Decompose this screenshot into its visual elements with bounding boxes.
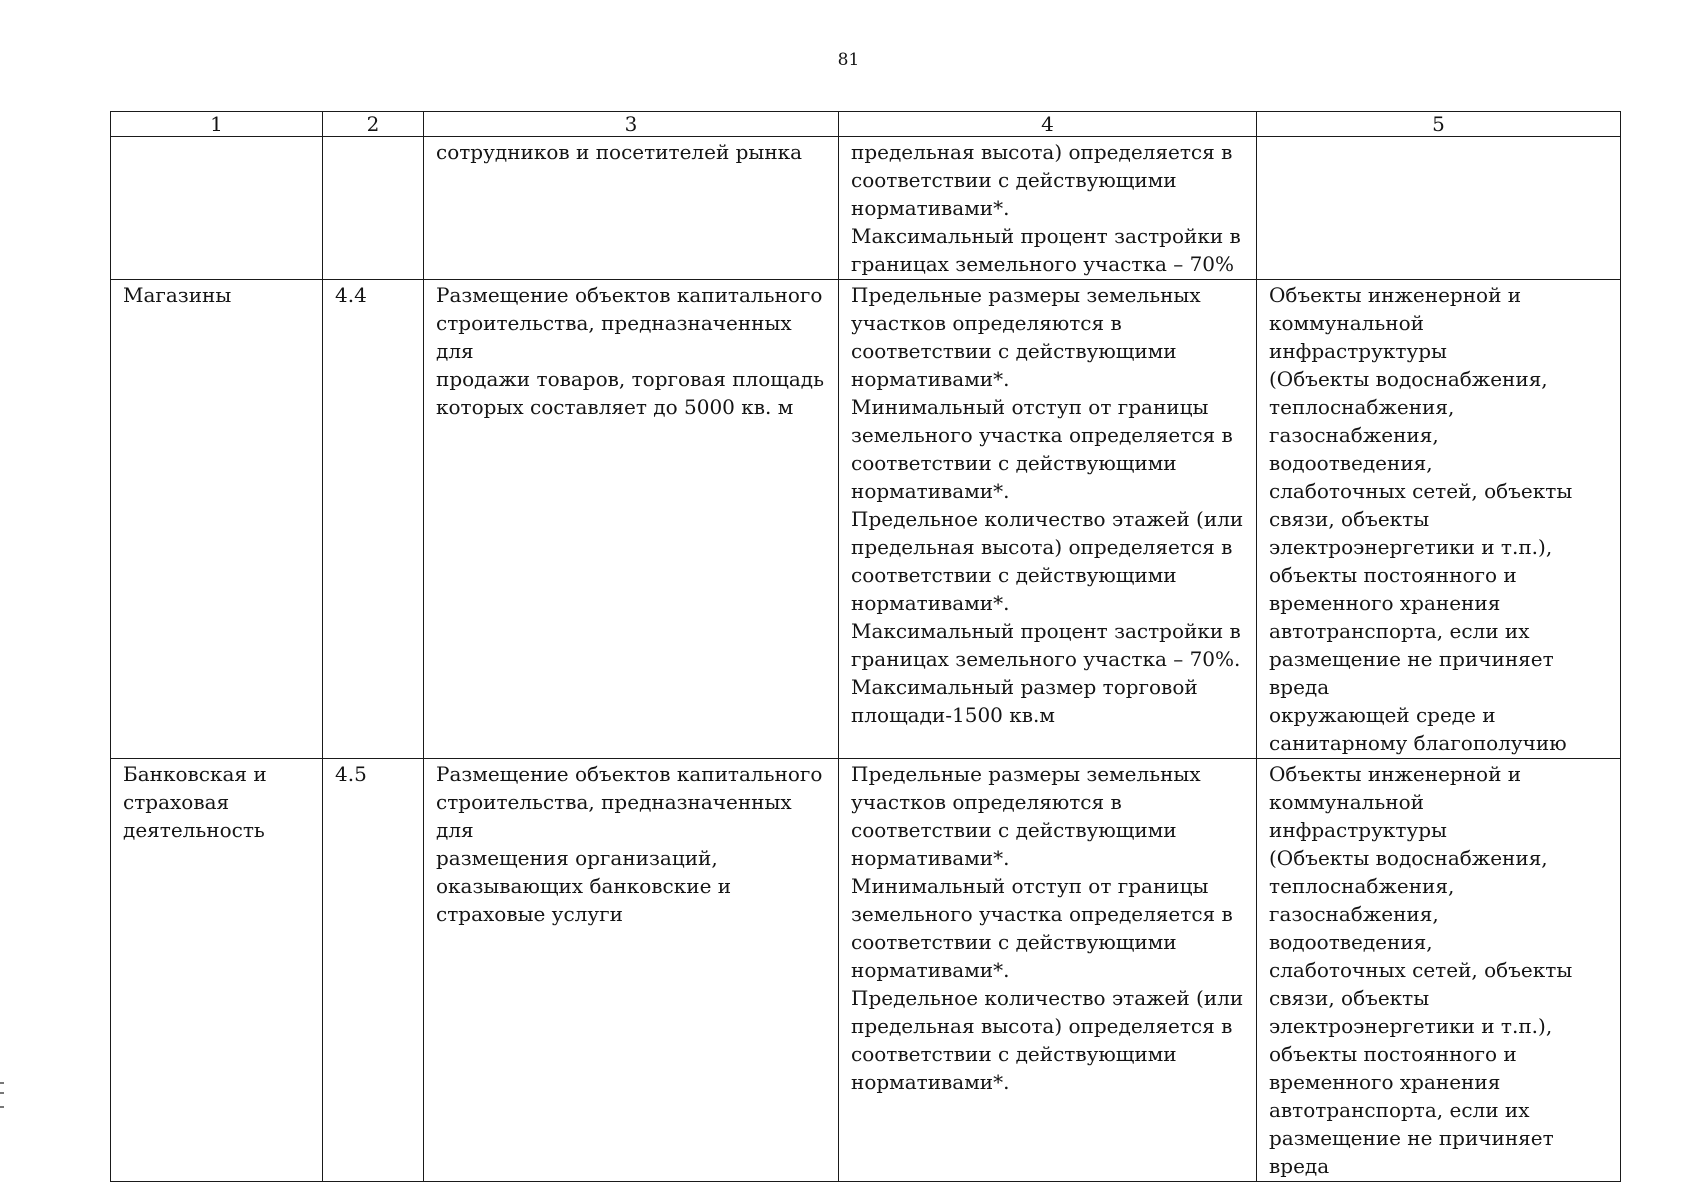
cell-use-type: Банковская и страховая деятельность bbox=[111, 759, 323, 1182]
table-row bbox=[111, 137, 1621, 280]
table-row bbox=[111, 280, 1621, 759]
cell-parameters: предельная высота) определяется в соответствии с действующими нормативами*. Максимальный процент застройки в границах земельного участка – 70% bbox=[839, 137, 1257, 280]
cell-auxiliary-uses: Объекты инженерной и коммунальной инфраструктуры (Объекты водоснабжения, теплоснабжения, газоснабжения, водоотведения, слаботочных сетей, объекты связи, объекты электроэнергетики и т.п.), объекты постоянного и временного хранения автотранспорта, если их размещение не причиняет вреда bbox=[1257, 759, 1621, 1182]
cell-parameters: Предельные размеры земельных участков определяются в соответствии с действующими нормативами*. Минимальный отступ от границы земельного участка определяется в соответствии с действующими нормативами*. Предельное количество этажей (или предельная высота) определяется в соответствии с действующими нормативами*. bbox=[839, 759, 1257, 1182]
column-header-3: 3 bbox=[424, 112, 839, 137]
scan-margin-mark bbox=[0, 1082, 4, 1108]
cell-auxiliary-uses: Объекты инженерной и коммунальной инфраструктуры (Объекты водоснабжения, теплоснабжения, газоснабжения, водоотведения, слаботочных сетей, объекты связи, объекты электроэнергетики и т.п.), объекты постоянного и временного хранения автотранспорта, если их размещение не причиняет вреда окружающей среде и санитарному благополучию bbox=[1257, 280, 1621, 759]
cell-parameters: Предельные размеры земельных участков определяются в соответствии с действующими нормативами*. Минимальный отступ от границы земельного участка определяется в соответствии с действующими нормативами*. Предельное количество этажей (или предельная высота) определяется в соответствии с действующими нормативами*. Максимальный процент застройки в границах земельного участка – 70%. Максимальный размер торговой площади-1500 кв.м bbox=[839, 280, 1257, 759]
column-header-4: 4 bbox=[839, 112, 1257, 137]
cell-description: Размещение объектов капитального строительства, предназначенных для размещения организаций, оказывающих банковские и страховые услуги bbox=[424, 759, 839, 1182]
cell-code: 4.5 bbox=[323, 759, 424, 1182]
cell-auxiliary-uses bbox=[1257, 137, 1621, 280]
cell-code bbox=[323, 137, 424, 280]
cell-description: сотрудников и посетителей рынка bbox=[424, 137, 839, 280]
column-header-5: 5 bbox=[1257, 112, 1621, 137]
cell-code: 4.4 bbox=[323, 280, 424, 759]
column-header-2: 2 bbox=[323, 112, 424, 137]
column-header-1: 1 bbox=[111, 112, 323, 137]
table-header-row bbox=[111, 112, 1621, 137]
page-number: 81 bbox=[837, 50, 860, 70]
cell-description: Размещение объектов капитального строительства, предназначенных для продажи товаров, торговая площадь которых составляет до 5000 кв. м bbox=[424, 280, 839, 759]
table-row bbox=[111, 759, 1621, 1182]
cell-use-type: Магазины bbox=[111, 280, 323, 759]
zoning-table bbox=[110, 111, 1621, 1182]
cell-use-type bbox=[111, 137, 323, 280]
